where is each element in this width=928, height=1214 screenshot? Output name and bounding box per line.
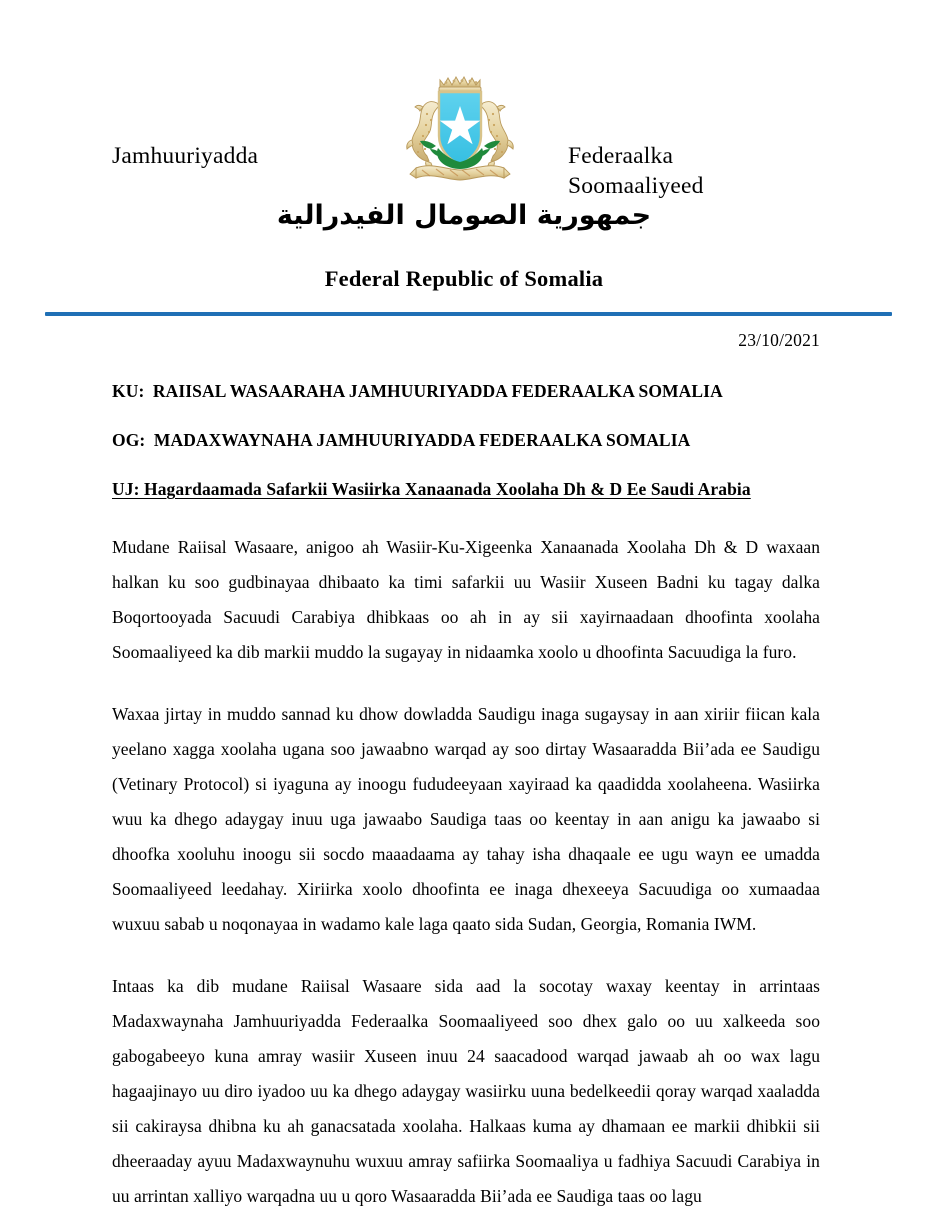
shield-icon — [439, 92, 481, 165]
body-paragraph: Intaas ka dib mudane Raiisal Wasaare sida aad la socotay waxay keentay in arrintaas Madaxwaynaha Jamhuuriyadda Federaalka Soomaaliyeed soo dhex galo oo uu xalkeeda soo gabogabeeyo kuna amray wasiir Xuseen inuu 24 saacadood warqad jawaab ah oo wax lagu hagaajinayo uu diro iyadoo uu ka dhego adaygay wasiirku uuna bedelkeedii qoray warqad xaaladda sii cakiraysa dhibna ku ah ganacsatada xoolaha. Halkaas kuma ay dhamaan ee markii dhibkii sii dheeraaday ayuu Madaxwaynuhu wuxuu amray safiirka Soomaaliya u fadhiya Sacuudi Carabiya in uu arrintan xalliyo warqadna uu u qoro Wasaaradda Bii’ada ee Saudiga taas oo lagu — [112, 976, 820, 1206]
letterhead-right-line2: Soomaaliyeed — [568, 173, 704, 199]
letterhead-arabic-title — [0, 199, 928, 233]
document-date: 23/10/2021 — [738, 330, 820, 350]
document-body — [112, 330, 820, 1214]
body-paragraph: Mudane Raiisal Wasaare, anigoo ah Wasiir-Ku-Xigeenka Xanaanada Xoolaha Dh & D waxaan halkan ku soo gudbinayaa dhibaato ka timi safarkii uu Wasiir Xuseen Badni ku tagay dalka Boqortooyada Sacuudi Carabiya dhibkaas oo ah in ay sii xayirnaadaan dhoofinta xoolaha Soomaaliyeed ka dib markii muddo la sugayay in nidaamka xoolo u dhoofinta Sacuudiga la furo. — [112, 537, 820, 662]
somalia-coat-of-arms-emblem — [396, 70, 524, 198]
letterhead-left-text: Jamhuuriyadda — [112, 143, 259, 169]
body-paragraph: Waxaa jirtay in muddo sannad ku dhow dowladda Saudigu inaga sugaysay in aan xiriir fiican kala yeelano xagga xoolaha ugana soo jawaabno warqad ay soo dirtay Wasaaradda Bii’ada ee Saudigu (Vetinary Protocol) si iyaguna ay inoogu fududeeyaan xayiraad ka qaadidda xoolaheena. Wasiirka wuu ka dhego adaygay inuu uga jawaabo Saudiga taas oo keentay in aan anigu ka jawaabo si dhoofka xooluhu inoogu sii socdo maaadaama ay tahay isha dhaqaale ee ugu wayn ee umadda Soomaaliyeed leedahay. Xiriirka xoolo dhoofinta ee inaga dhexeeya Sacuudiga oo xumaadaa wuxuu sabab u noqonayaa in wadamo kale laga qaato sida Sudan, Georgia, Romania IWM. — [112, 704, 820, 934]
addressee-to-value: RAIISAL WASAARAHA JAMHUURIYADDA FEDERAALKA SOMALIA — [152, 381, 723, 401]
document-subject-line: UJ: Hagardaamada Safarkii Wasiirka Xanaanada Xoolaha Dh & D Ee Saudi Arabia — [112, 479, 751, 499]
letterhead — [0, 0, 928, 300]
crown-icon — [439, 77, 481, 92]
addressee-cc-line — [112, 430, 820, 451]
addressee-to-line — [112, 381, 820, 402]
letterhead-english-title: Federal Republic of Somalia — [324, 266, 604, 291]
right-leopard-icon — [481, 102, 513, 168]
letterhead-right-line1: Federaalka — [568, 143, 674, 169]
letterhead-right-text — [568, 141, 704, 201]
addressee-cc-value: MADAXWAYNAHA JAMHUURIYADDA FEDERAALKA SOMALIA — [153, 430, 691, 450]
addressee-cc-label: OG: — [112, 430, 146, 450]
left-leopard-icon — [407, 102, 439, 168]
letterhead-arabic-text: جمهورية الصومال الفيدرالية — [276, 200, 652, 231]
header-divider-rule — [45, 312, 892, 316]
addressee-to-label: KU: — [112, 381, 145, 401]
